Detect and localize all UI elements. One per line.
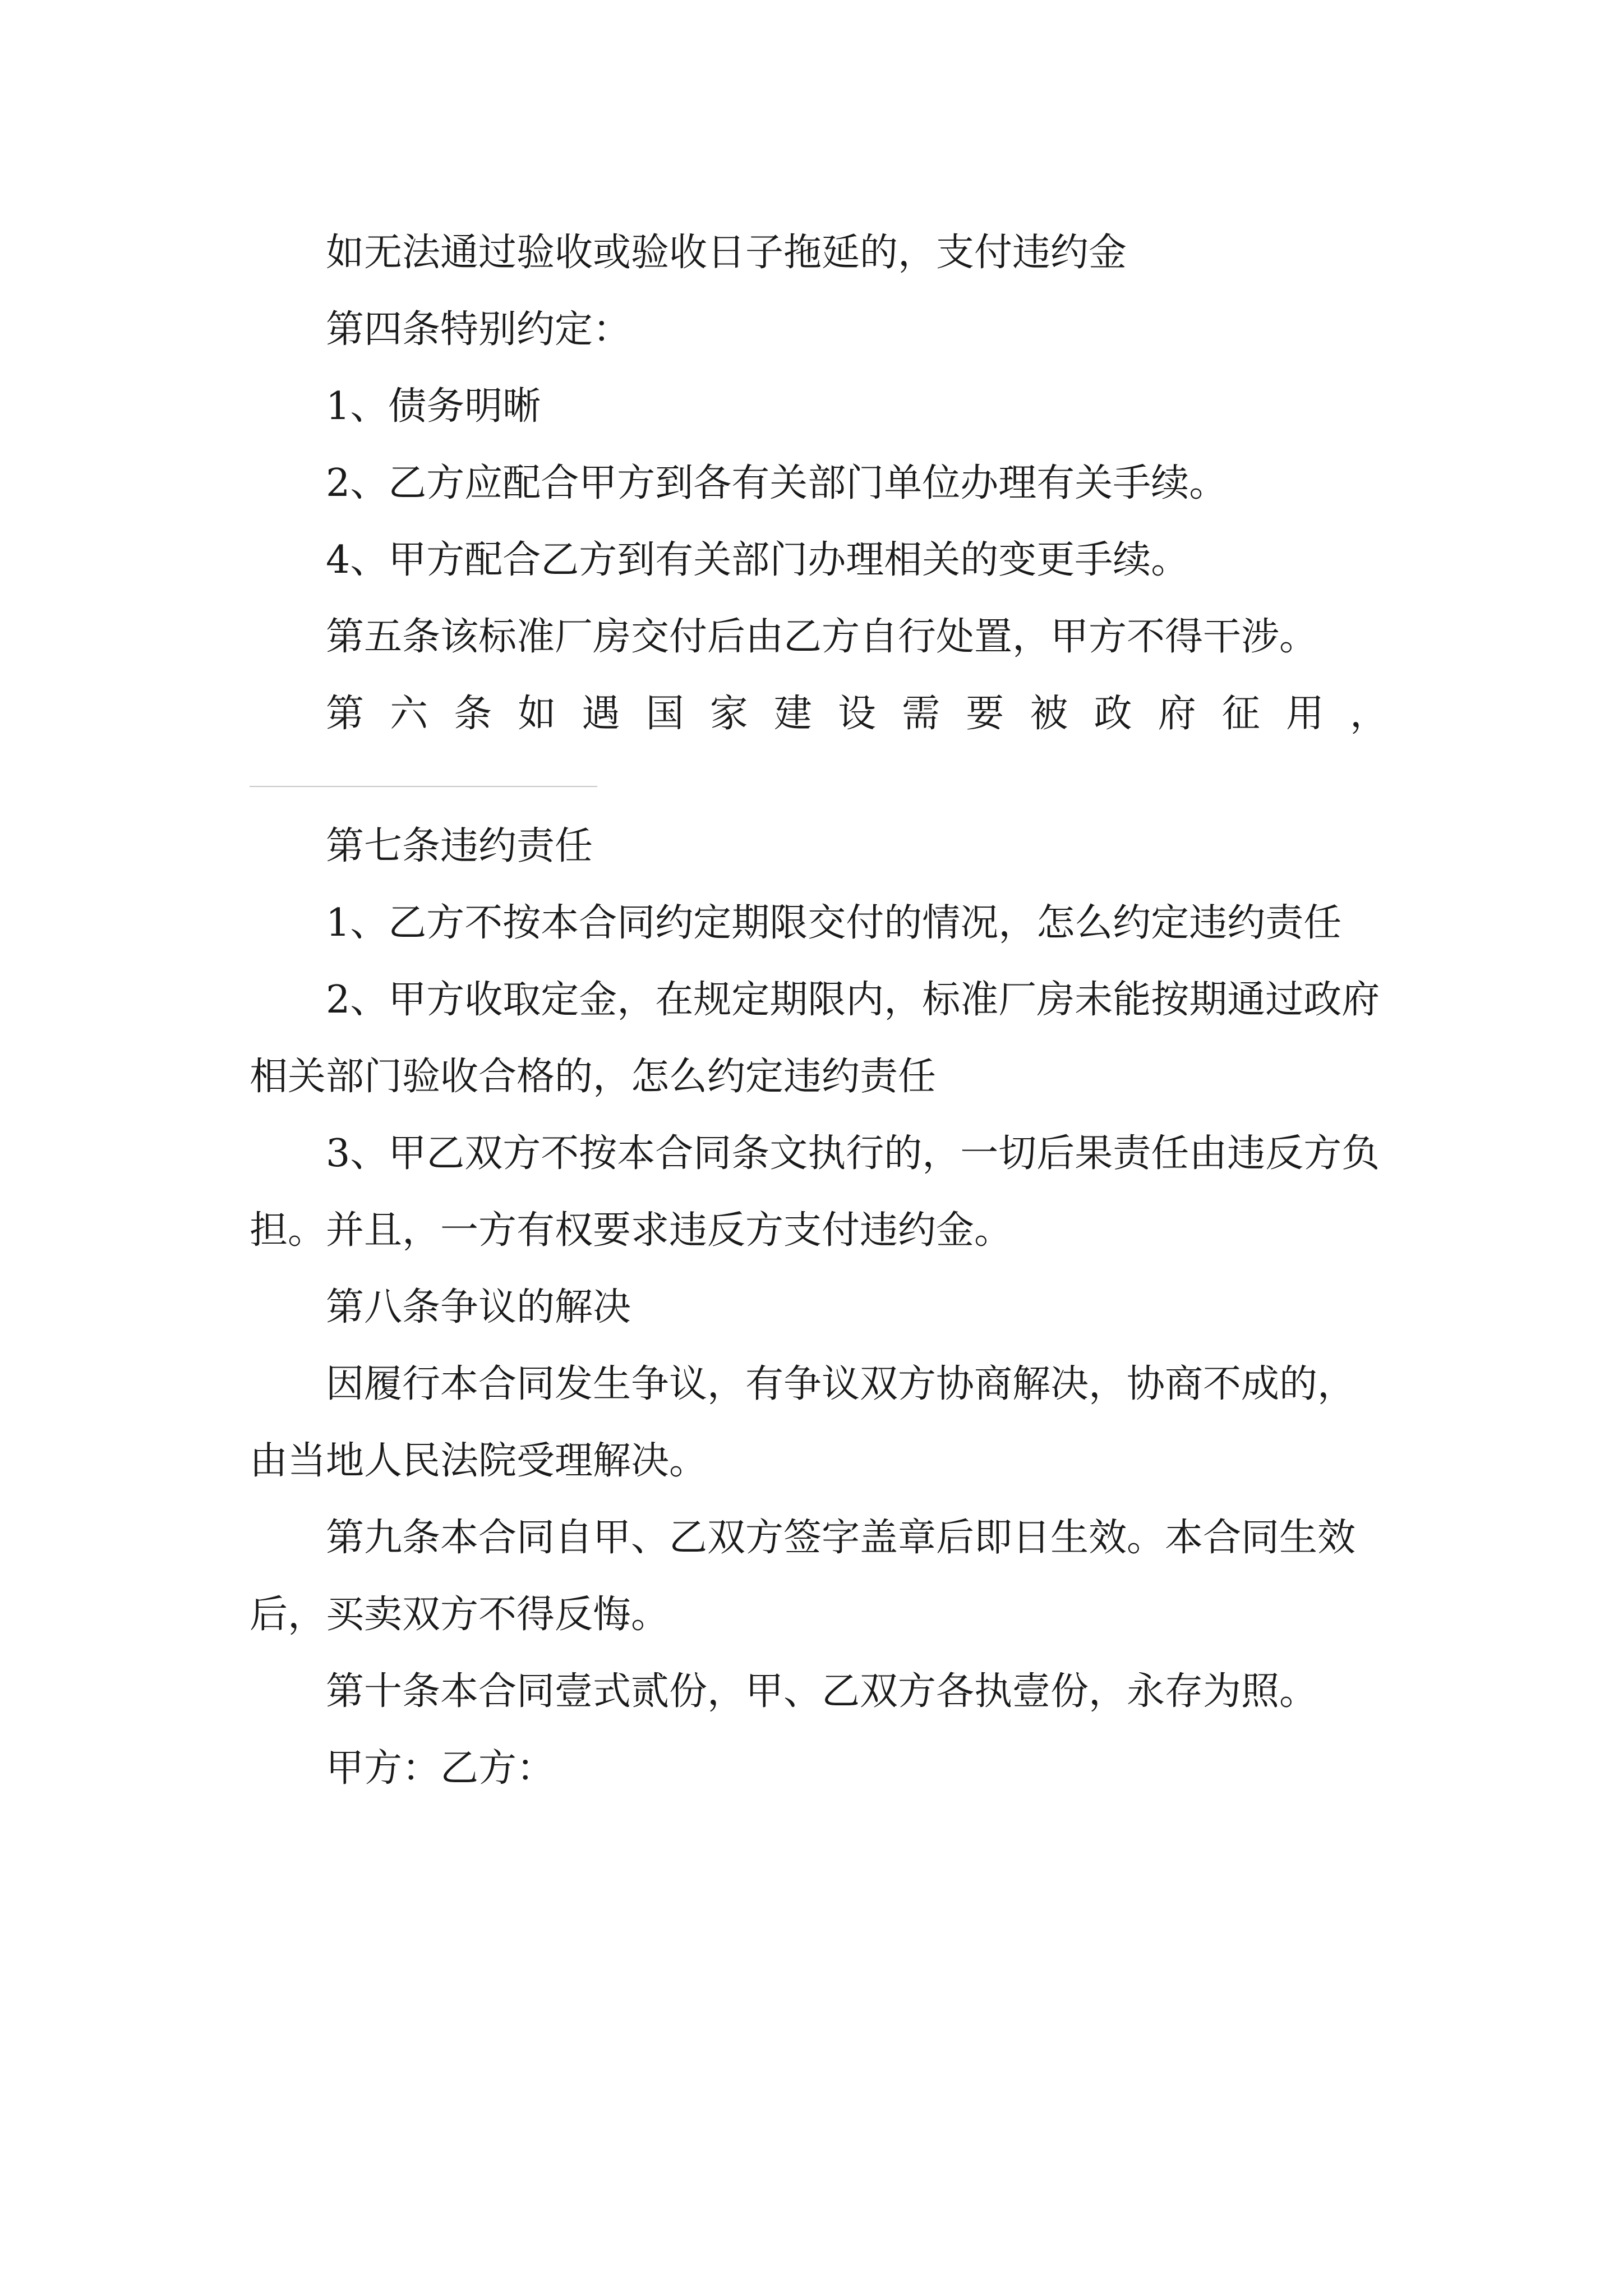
article-4-heading: 第四条特别约定： bbox=[326, 307, 631, 352]
document-body bbox=[250, 214, 1388, 1807]
paragraph: 4、甲方配合乙方到有关部门办理相关的变更手续。 bbox=[326, 538, 1189, 582]
paragraph: 2、乙方应配合甲方到各有关部门单位办理有关手续。 bbox=[326, 461, 1228, 505]
article-6-paragraph: 第六条如遇国家建设需要被政府征用， bbox=[326, 692, 1388, 736]
article-7-heading: 第七条违约责任 bbox=[326, 824, 593, 868]
paragraph: 因履行本合同发生争议，有争议双方协商解决，协商不成的，由当地人民法院受理解决。 bbox=[250, 1362, 1356, 1483]
signature-line: 甲方：乙方： bbox=[326, 1746, 555, 1791]
paragraph: 3、甲乙双方不按本合同条文执行的，一切后果责任由违反方负担。并且，一方有权要求违反方支付违约金。 bbox=[250, 1131, 1380, 1253]
article-8-heading: 第八条争议的解决 bbox=[326, 1285, 631, 1329]
article-5-paragraph: 第五条该标准厂房交付后由乙方自行处置，甲方不得干涉。 bbox=[326, 615, 1318, 659]
article-9-paragraph: 第九条本合同自甲、乙双方签字盖章后即日生效。本合同生效后，买卖双方不得反悔。 bbox=[250, 1516, 1356, 1637]
paragraph: 1、债务明晰 bbox=[326, 384, 541, 429]
paragraph: 2、甲方收取定金，在规定期限内，标准厂房未能按期通过政府相关部门验收合格的，怎么约定违约责任 bbox=[250, 978, 1380, 1099]
article-10-paragraph: 第十条本合同壹式贰份，甲、乙双方各执壹份，永存为照。 bbox=[326, 1669, 1318, 1714]
separator-rule bbox=[250, 786, 597, 787]
paragraph: 1、乙方不按本合同约定期限交付的情况，怎么约定违约责任 bbox=[326, 901, 1342, 945]
paragraph: 如无法通过验收或验收日子拖延的，支付违约金 bbox=[326, 231, 1127, 275]
